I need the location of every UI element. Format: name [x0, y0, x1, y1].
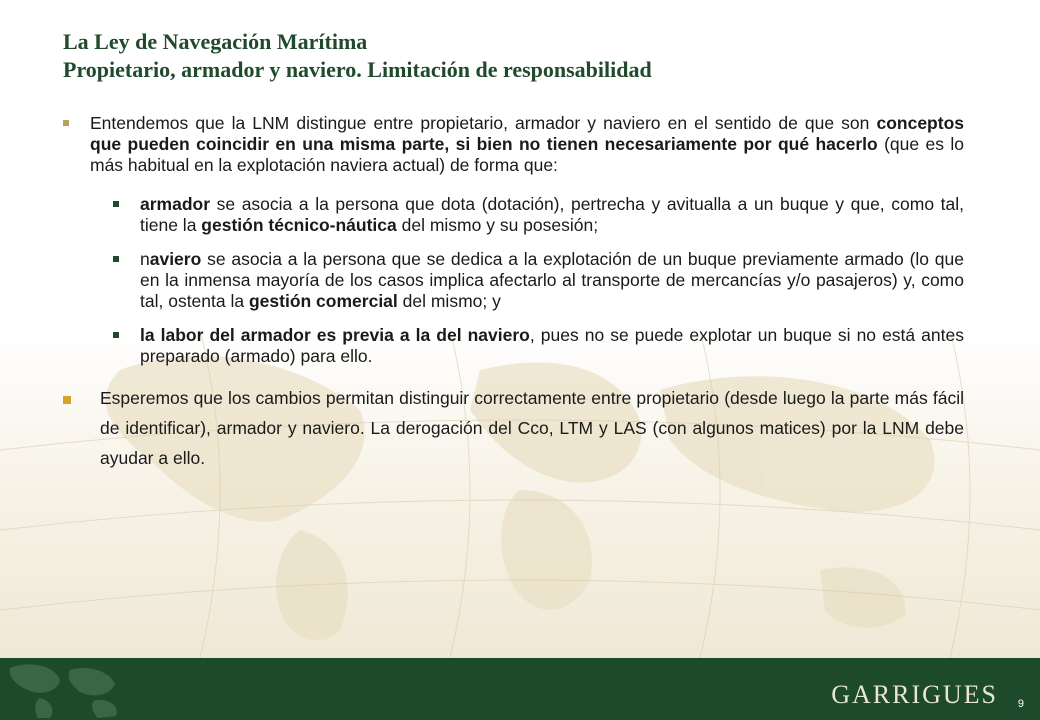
footer-bar [0, 658, 1040, 720]
globe-map-icon [0, 658, 140, 720]
slide-content [63, 113, 964, 473]
bullet-item-2: Esperemos que los cambios permitan distinguir correctamente entre propietario (desde luego la parte más fácil de identificar), armador y naviero. La derogación del Cco, LTM y LAS (con algunos matices) por la LNM debe ayudar a ello. [63, 383, 964, 473]
sub-bullet-naviero: naviero se asocia a la persona que se dedica a la explotación de un buque previamente armado (lo que en la inmensa mayoría de los casos implica afectarlo al transporte de mercancías y/o pasajeros) y, como tal, ostenta la gestión comercial del mismo; y [63, 249, 964, 312]
square-bullet-icon [63, 120, 69, 126]
sub-bullet-labor: la labor del armador es previa a la del naviero, pues no se puede explotar un buque si no está antes preparado (armado) para ello. [63, 325, 964, 367]
bullet-item-1: Entendemos que la LNM distingue entre propietario, armador y naviero en el sentido de que son conceptos que pueden coincidir en una misma parte, si bien no tienen necesariamente por qué hacerlo (que es lo más habitual en la explotación naviera actual) de forma que: [63, 113, 964, 176]
square-bullet-icon [63, 396, 71, 404]
square-bullet-icon [113, 201, 119, 207]
page-number: 9 [1017, 698, 1024, 710]
title-line-2: Propietario, armador y naviero. Limitación de responsabilidad [63, 57, 652, 82]
garrigues-logo: GARRIGUES [831, 680, 998, 709]
square-bullet-icon [113, 256, 119, 262]
slide-title [63, 28, 652, 84]
square-bullet-icon [113, 332, 119, 338]
sub-bullet-armador: armador se asocia a la persona que dota (dotación), pertrecha y avitualla a un buque y que, como tal, tiene la gestión técnico-náutica del mismo y su posesión; [63, 194, 964, 236]
title-line-1: La Ley de Navegación Marítima [63, 29, 368, 54]
